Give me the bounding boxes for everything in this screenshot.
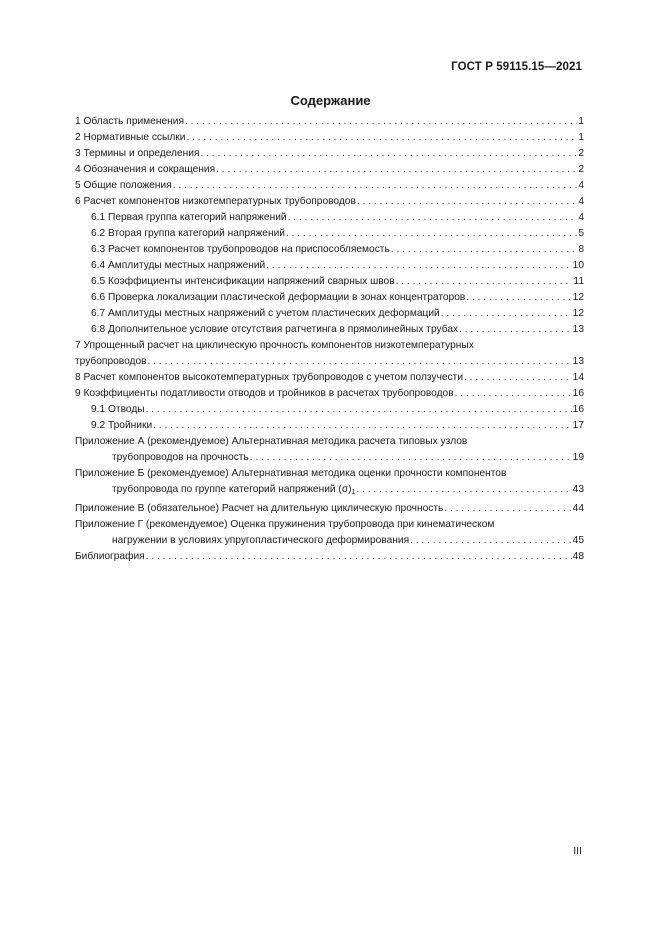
toc-entry-6-4[interactable]: 6.4 Амплитуды местных напряжений . . . 10: [75, 258, 584, 274]
toc-entry-3[interactable]: 3 Термины и определения . . . 2: [75, 146, 584, 162]
toc-entry-4[interactable]: 4 Обозначения и сокращения . . . 2: [75, 162, 584, 178]
document-designation: ГОСТ Р 59115.15—2021: [451, 61, 582, 73]
toc-entry-6-2[interactable]: 6.2 Вторая группа категорий напряжений . . . 5: [75, 226, 584, 242]
sigma-subscript: 1: [351, 489, 356, 496]
table-of-contents: [75, 114, 584, 565]
toc-entry-9-1[interactable]: 9.1 Отводы . . . 16: [75, 402, 584, 418]
toc-entry-6-8[interactable]: 6.8 Дополнительное условие отсутствия ратчетинга в прямолинейных трубах . . . 13: [75, 322, 584, 338]
page-title: Содержание: [290, 93, 371, 108]
toc-entry-8[interactable]: 8 Расчет компонентов высокотемпературных трубопроводов с учетом ползучести . . . 14: [75, 370, 584, 386]
toc-entry-6-6[interactable]: 6.6 Проверка локализации пластической деформации в зонах концентраторов . . . 12: [75, 290, 584, 306]
toc-entry-2[interactable]: 2 Нормативные ссылки . . . 1: [75, 130, 584, 146]
toc-entry-bibliography[interactable]: Библиография . . . 48: [75, 549, 584, 565]
toc-entry-appendix-v[interactable]: Приложение В (обязательное) Расчет на длительную циклическую прочность . . . 44: [75, 501, 584, 517]
toc-entry-9[interactable]: 9 Коэффициенты податливости отводов и тройников в расчетах трубопроводов . . . 16: [75, 386, 584, 402]
toc-entry-6-7[interactable]: 6.7 Амплитуды местных напряжений с учетом пластических деформаций . . . 12: [75, 306, 584, 322]
toc-entry-6-3[interactable]: 6.3 Расчет компонентов трубопроводов на приспособляемость . . . 8: [75, 242, 584, 258]
page-number: III: [573, 845, 582, 857]
toc-entry-appendix-a[interactable]: Приложение А (рекомендуемое) Альтернативная методика расчета типовых узлов трубопроводов на прочность . . . 19: [75, 434, 584, 466]
toc-entry-6[interactable]: 6 Расчет компонентов низкотемпературных трубопроводов . . . 4: [75, 194, 584, 210]
toc-entry-appendix-g[interactable]: Приложение Г (рекомендуемое) Оценка пружинения трубопровода при кинематическом нагружении в условиях упругопластического деформирования . . . 45: [75, 517, 584, 549]
toc-entry-9-2[interactable]: 9.2 Тройники . . . 17: [75, 418, 584, 434]
toc-entry-7[interactable]: 7 Упрощенный расчет на циклическую прочность компонентов низкотемпературных трубопроводов . . . 13: [75, 338, 584, 370]
toc-entry-6-5[interactable]: 6.5 Коэффициенты интенсификации напряжений сварных швов . . . 11: [75, 274, 584, 290]
toc-entry-1[interactable]: 1 Область применения . . . 1: [75, 114, 584, 130]
toc-entry-6-1[interactable]: 6.1 Первая группа категорий напряжений . . . 4: [75, 210, 584, 226]
toc-entry-appendix-b[interactable]: Приложение Б (рекомендуемое) Альтернативная методика оценки прочности компонентов трубопровода по группе категорий напряжений $(\sigma)_1$ . . . 43: [75, 466, 584, 501]
toc-entry-5[interactable]: 5 Общие положения . . . 4: [75, 178, 584, 194]
